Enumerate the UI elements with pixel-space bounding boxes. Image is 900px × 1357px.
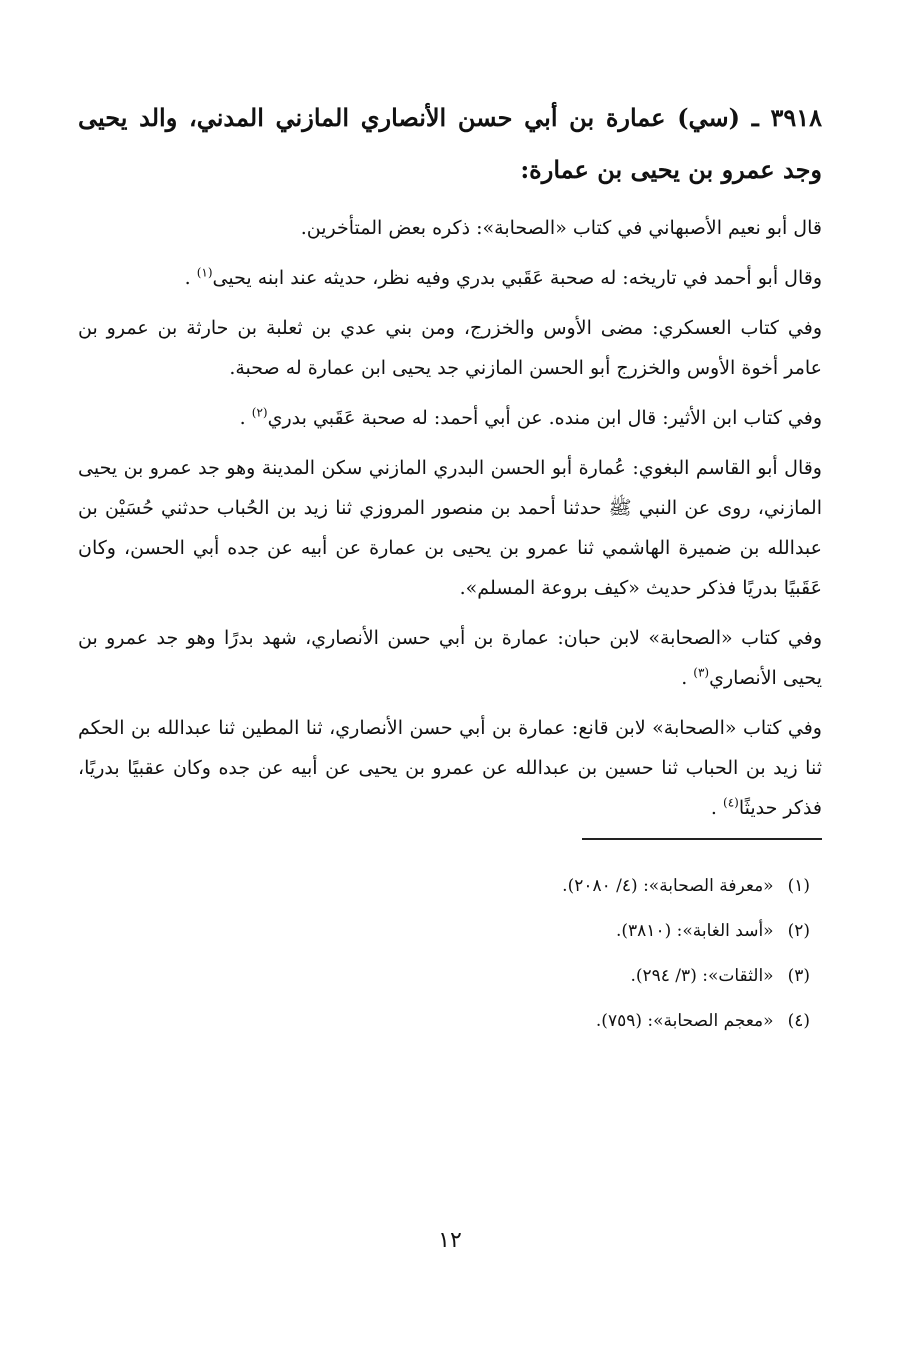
- paragraph-text: وفي كتاب «الصحابة» لابن قانع: عمارة بن أبي حسن الأنصاري، ثنا المطين ثنا عبدالله بن الحكم ثنا زيد بن الحباب ثنا حسين بن عبدالله عن عمرو بن يحيى عن أبيه عن جده وكان عقبيًا بدريًا، فذكر حديثًا: [78, 717, 822, 819]
- paragraph-text: وفي كتاب «الصحابة» لابن حبان: عمارة بن أبي حسن الأنصاري، شهد بدرًا وهو جد عمرو بن يحيى الأنصاري: [78, 627, 822, 689]
- paragraph-askari: [78, 308, 822, 388]
- footnote-item: [78, 954, 810, 999]
- footnote-ref[interactable]: (١): [196, 265, 213, 280]
- footnote-text: «أسد الغابة»: (٣٨١٠).: [616, 921, 774, 941]
- footnote-number: (١): [787, 876, 810, 896]
- footnote-number: (٣): [787, 966, 810, 986]
- footnote-number: (٢): [787, 921, 810, 941]
- footnote-ref[interactable]: (٢): [251, 405, 268, 420]
- footnote-item: [78, 864, 810, 909]
- footnote-item: [78, 909, 810, 954]
- paragraph-text: وفي كتاب العسكري: مضى الأوس والخزرج، ومن بني عدي بن ثعلبة بن حارثة بن عمرو بن عامر أخوة الأوس والخزرج أبو الحسن المازني جد يحيى ابن عمارة له صحبة.: [78, 317, 822, 379]
- footnotes: [78, 864, 822, 1044]
- footnote-divider: [582, 838, 822, 840]
- footnote-ref[interactable]: (٤): [723, 795, 739, 810]
- page-number: ١٢: [438, 1228, 462, 1253]
- footnote-text: «الثقات»: (٣/ ٢٩٤).: [630, 966, 774, 986]
- paragraph-abu-ahmad: وقال أبو أحمد في تاريخه: له صحبة عَقَبي بدري وفيه نظر، حديثه عند ابنه يحيى$^{(١)}$ .: [184, 265, 822, 289]
- entry-title: ٣٩١٨ ـ (سي) عمارة بن أبي حسن الأنصاري المازني المدني، والد يحيى وجد عمرو بن يحيى بن عمارة:: [78, 103, 822, 184]
- footnote-item: [78, 999, 810, 1044]
- paragraph-abu-nuaym: [78, 208, 822, 248]
- footnote-text: «معرفة الصحابة»: (٤/ ٢٠٨٠).: [562, 876, 774, 896]
- footnote-ref[interactable]: (٣): [693, 665, 710, 680]
- paragraph-text: وقال أبو أحمد في تاريخه: له صحبة عَقَبي بدري وفيه نظر، حديثه عند ابنه يحيى: [212, 267, 822, 289]
- paragraph-ibn-al-athir: وفي كتاب ابن الأثير: قال ابن منده. عن أبي أحمد: له صحبة عَقَبي بدري$^{(٢)}$ .: [239, 405, 822, 429]
- paragraph-ibn-qani: وفي كتاب «الصحابة» لابن قانع: عمارة بن أبي حسن الأنصاري، ثنا المطين ثنا عبدالله بن الحكم ثنا زيد بن الحباب ثنا حسين بن عبدالله عن عمرو بن يحيى عن أبيه عن جده وكان عقبيًا بدريًا، فذكر حديثًا$^{(٤)}$ .: [78, 717, 822, 819]
- footnote-number: (٤): [787, 1011, 810, 1031]
- footnote-text: «معجم الصحابة»: (٧٥٩).: [595, 1011, 774, 1031]
- paragraph-ibn-hibban: وفي كتاب «الصحابة» لابن حبان: عمارة بن أبي حسن الأنصاري، شهد بدرًا وهو جد عمرو بن يحيى الأنصاري$^{(٣)}$ .: [78, 627, 822, 689]
- paragraph-text: وفي كتاب ابن الأثير: قال ابن منده. عن أبي أحمد: له صحبة عَقَبي بدري: [267, 407, 822, 429]
- paragraph-text: وقال أبو القاسم البغوي: عُمارة أبو الحسن البدري المازني سكن المدينة وهو جد عمرو بن يحيى المازني، روى عن النبي ﷺ حدثنا أحمد بن منصور المروزي ثنا زيد بن الحُباب حدثني حُسَيْن بن عبدالله بن ضميرة الهاشمي ثنا عمرو بن يحيى بن عمارة عن أبيه عن جده أبي الحسن، وكان عَقَبيًا بدريًا فذكر حديث «كيف بروعة المسلم».: [78, 457, 822, 599]
- paragraph-baghawi: [78, 448, 822, 608]
- paragraph-text: قال أبو نعيم الأصبهاني في كتاب «الصحابة»: ذكره بعض المتأخرين.: [300, 217, 822, 239]
